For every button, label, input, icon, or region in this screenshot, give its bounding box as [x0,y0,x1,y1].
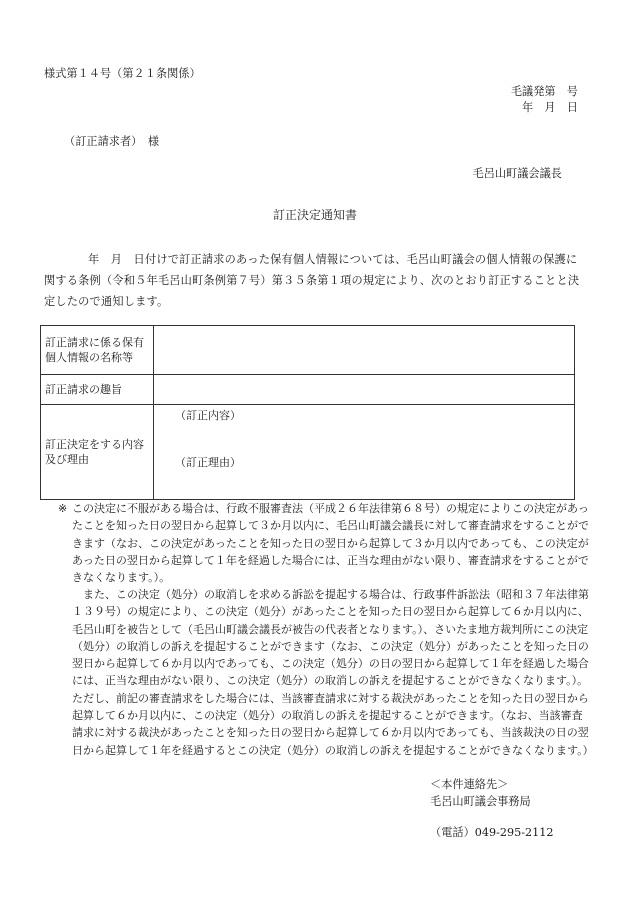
correction-reason-label: （訂正理由） [175,456,241,469]
note-appeal [58,500,592,586]
field-decision-content [154,405,575,500]
issuer-name: 毛呂山町議会議長 [472,167,562,180]
label-decision-content: 訂正決定をする内容及び理由 [41,405,154,500]
table-row [41,405,575,500]
field-request-purpose [154,375,575,405]
reference-number: 毛議発第 号 [510,85,578,98]
contact-heading: ＜本件連絡先＞ [430,778,509,791]
correction-decision-table [40,325,575,500]
note-lawsuit: また、この決定（処分）の取消しを求める訴訟を提起する場合は、行政事件訴訟法（昭和３７年法律第１３９号）の規定により、この決定（処分）があったことを知った日の翌日から起算して６か月以内に、毛呂山町を被告として（毛呂山町議会議長が被告の代表者となります。）、さいたま地方裁判所にこの決定（処分）の取消しの訴えを提起することができます（なお、この決定（処分）があったことを知った日の翌日から起算して６か月以内であっても、この決定（処分）の日の翌日から起算して１年を経過した場合には、正当な理由がない限り、この決定（処分）の取消しの訴えを提起することができなくなります。）。ただし、前記の審査請求をした場合には、当該審査請求に対する裁決があったことを知った日の翌日から起算して６か月以内に、この決定（処分）の取消しの訴えを提起することができます。（なお、当該審査請求に対する裁決があったことを知った日の翌日から起算して６か月以内であっても、当該裁決の日の翌日から起算して１年を経過するとこの決定（処分）の取消しの訴えを提起することができなくなります。） [72,588,594,757]
contact-phone: （電話）049-295-2112 [430,826,554,839]
note-mark: ※ [58,502,68,515]
table-row [41,375,575,405]
label-info-name: 訂正請求に係る保有個人情報の名称等 [41,326,154,375]
note-appeal-text: この決定に不服がある場合は、行政不服審査法（平成２６年法律第６８号）の規定によりこの決定があったことを知った日の翌日から起算して３か月以内に、毛呂山町議会議長に対して審査請求をすることができます（なお、この決定があったことを知った日の翌日から起算して３か月以内であっても、この決定があった日の翌日から起算して１年を経過した場合には、正当な理由がない限り、審査請求をすることができなくなります。）。 [72,502,589,585]
correction-content-label: （訂正内容） [175,409,241,422]
document-title: 訂正決定通知書 [272,208,357,222]
issue-date: 年 月 日 [522,101,578,114]
label-request-purpose: 訂正請求の趣旨 [41,375,154,405]
contact-block [430,776,531,810]
form-number: 様式第１４号（第２１条関係） [44,67,201,80]
notice-body: 年 月 日付けで訂正請求のあった保有個人情報については、毛呂山町議会の個人情報の保護に関する条例（令和５年毛呂山町条例第７号）第３５条第１項の規定により、次のとおり訂正することと決定したので通知します。 [44,253,580,308]
field-info-name [154,326,575,375]
table-row [41,326,575,375]
requester-name: （訂正請求者） 様 [64,135,160,148]
contact-office: 毛呂山町議会事務局 [430,795,531,808]
